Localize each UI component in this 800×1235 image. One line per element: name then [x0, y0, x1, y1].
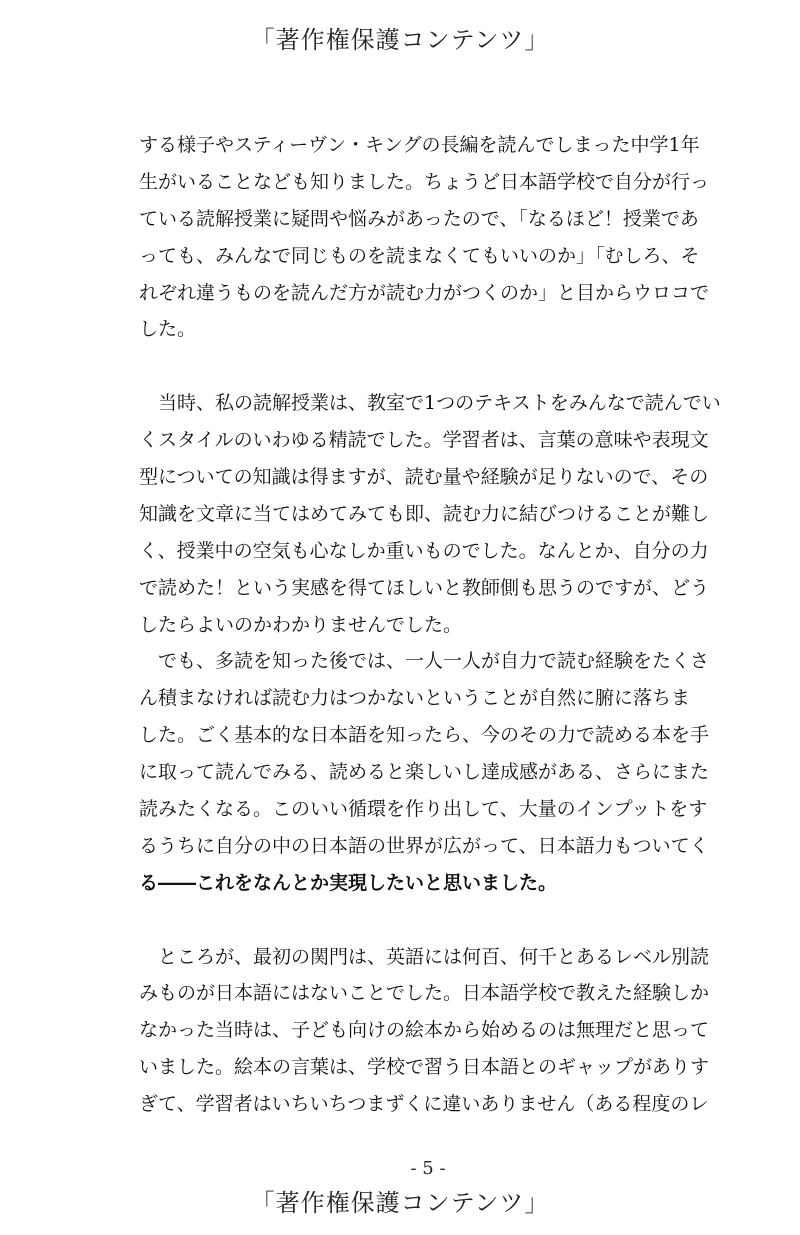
copyright-footer: 「著作権保護コンテンツ」	[250, 1189, 550, 1217]
text-line: いました。絵本の言葉は、学校で習う日本語とのギャップがありす	[139, 1056, 710, 1079]
text-line: したらよいのかわかりませんでした。	[139, 613, 463, 636]
text-line: でも、多読を知った後では、一人一人が自力で読む経験をたくさ	[139, 650, 710, 673]
paragraph	[139, 643, 724, 901]
text-line: れぞれ違うものを読んだ方が読む力がつくのか」と目からウロコで	[139, 281, 710, 304]
text-line: した。ごく基本的な日本語を知ったら、今のその力で読める本を手	[139, 724, 710, 747]
text-line: ている読解授業に疑問や悩みがあったので、「なるほど！授業であ	[139, 207, 699, 230]
text-line: く、授業中の空気も心なしか重いものでした。なんとか、自分の力	[139, 539, 709, 562]
text-line: 知識を文章に当てはめてみても即、読む力に結びつけることが難し	[139, 502, 710, 525]
text-line: る――これをなんとか実現したいと思いました。	[139, 871, 558, 894]
paragraph-gap	[139, 348, 724, 385]
text-line: 型についての知識は得ますが、読む量や経験が足りないので、その	[139, 466, 709, 489]
copyright-header: 「著作権保護コンテンツ」	[250, 26, 550, 54]
text-line: くスタイルのいわゆる精読でした。学習者は、言葉の意味や表現文	[139, 429, 709, 452]
text-line: で読めた！という実感を得てほしいと教師側も思うのですが、どう	[139, 576, 710, 599]
paragraph	[139, 385, 724, 643]
text-line: みものが日本語にはないことでした。日本語学校で教えた経験しか	[139, 982, 710, 1005]
text-line: っても、みんなで同じものを読まなくてもいいのか」「むしろ、そ	[139, 244, 700, 267]
text-line: に取って読んでみる、読めると楽しいし達成感がある、さらにまた	[139, 761, 710, 784]
body-text	[139, 127, 724, 1123]
text-line: 生がいることなども知りました。ちょうど日本語学校で自分が行っ	[139, 170, 710, 193]
text-line: ん積まなければ読む力はつかないということが自然に腑に落ちま	[139, 687, 691, 710]
text-line: する様子やスティーヴン・キングの長編を読んでしまった中学1年	[139, 134, 700, 156]
text-line: ところが、最初の関門は、英語には何百、何千とあるレベル別読	[139, 945, 710, 968]
paragraph-gap	[139, 902, 724, 939]
paragraph	[139, 127, 724, 348]
text-line: るうちに自分の中の日本語の世界が広がって、日本語力もついてく	[139, 834, 709, 857]
text-line: なかった当時は、子ども向けの絵本から始めるのは無理だと思って	[139, 1019, 710, 1042]
text-line: ぎて、学習者はいちいちつまずくに違いありません（ある程度のレ	[139, 1093, 709, 1116]
page-number: - 5 -	[410, 1158, 446, 1179]
text-line: 当時、私の読解授業は、教室で1つのテキストをみんなで読んでい	[139, 392, 721, 415]
paragraph	[139, 939, 724, 1123]
text-line: した。	[139, 318, 197, 341]
text-line: 読みたくなる。このいい循環を作り出して、大量のインプットをす	[139, 798, 708, 821]
